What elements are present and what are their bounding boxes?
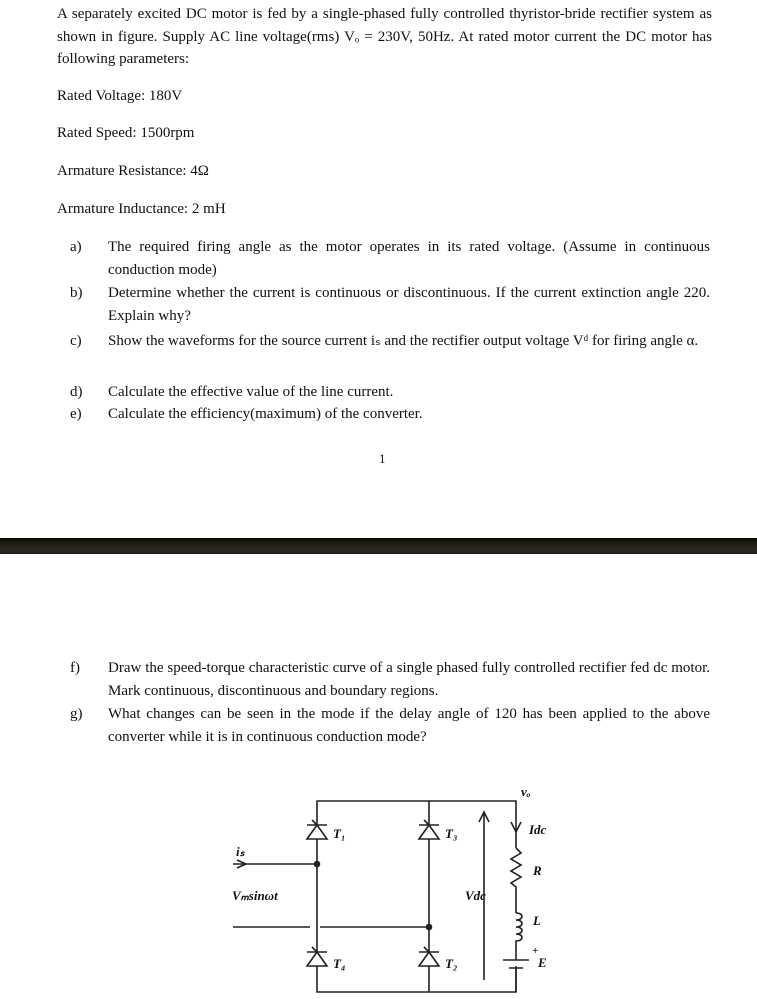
label-t4: T₄ (333, 956, 346, 971)
label-t1: T₁ (333, 826, 346, 841)
label-vo: vₒ (521, 784, 531, 799)
param-rated-voltage: Rated Voltage: 180V (57, 88, 183, 104)
label-idc: Idc (529, 822, 547, 837)
param-rated-speed: Rated Speed: 1500rpm (57, 125, 195, 141)
label-is: iₛ (236, 844, 245, 859)
question-label: d) (70, 384, 83, 400)
label-plus: + (532, 945, 539, 957)
question-text: Calculate the efficiency(maximum) of the converter. (108, 406, 423, 422)
question-label: b) (70, 285, 83, 301)
question-text: Show the waveforms for the source current iₛ and the rectifier output voltage Vᵈ for firing angle α. (108, 333, 699, 349)
label-e: E (538, 955, 547, 970)
intro-paragraph: A separately excited DC motor is fed by a single-phased fully controlled thyristor-bride rectifier system as shown in figure. Supply AC line voltage(rms) Vₒ = 230V, 50Hz. At rated motor current the DC motor has following parameters: (57, 6, 712, 67)
label-source: Vₘsinωt (232, 888, 278, 903)
label-t2: T₂ (445, 956, 458, 971)
question-text: The required firing angle as the motor operates in its rated voltage. (Assume in continuous conduction mode) (108, 239, 710, 278)
question-label: a) (70, 239, 82, 255)
label-r: R (533, 863, 542, 878)
param-armature-resistance: Armature Resistance: 4Ω (57, 163, 209, 179)
label-t3: T₃ (445, 826, 458, 841)
question-text: What changes can be seen in the mode if the delay angle of 120 has been applied to the above converter while it is in continuous conduction mode? (108, 706, 710, 745)
question-text: Determine whether the current is continuous or discontinuous. If the current extinction angle 220. Explain why? (108, 285, 710, 324)
question-label: g) (70, 706, 83, 722)
question-label: f) (70, 660, 80, 676)
question-label: c) (70, 333, 82, 349)
page-number: 1 (379, 451, 386, 466)
question-text: Calculate the effective value of the line current. (108, 384, 394, 400)
question-text: Draw the speed-torque characteristic curve of a single phased fully controlled rectifier fed dc motor. Mark continuous, discontinuous and boundary regions. (108, 660, 710, 699)
label-l: L (533, 913, 541, 928)
question-label: e) (70, 406, 82, 422)
param-armature-inductance: Armature Inductance: 2 mH (57, 201, 226, 217)
label-vdc: Vdc (465, 888, 486, 903)
